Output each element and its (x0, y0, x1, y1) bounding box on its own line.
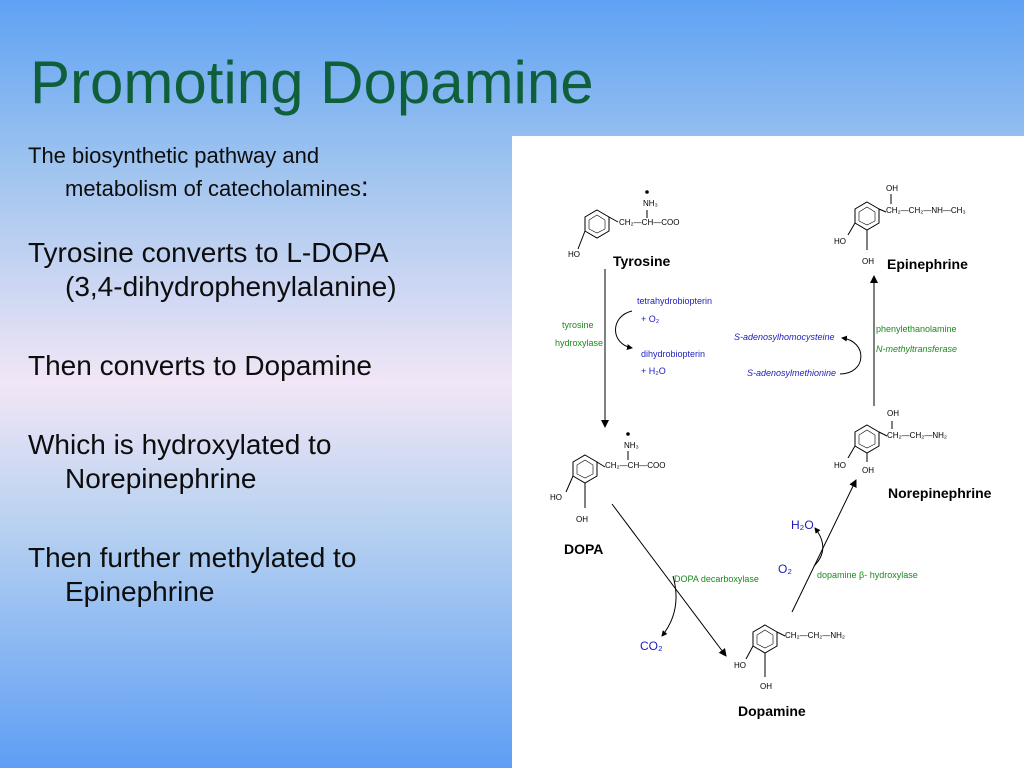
bullet-line-2: Epinephrine (65, 576, 215, 607)
cofactor-curve-arrow (616, 311, 633, 348)
intro-colon: : (360, 171, 369, 202)
enzyme-tyrosine-hydroxylase-line1: tyrosine (562, 320, 594, 330)
intro-line-1: The biosynthetic pathway and (28, 143, 320, 168)
cofactor-o2: O₂ (778, 562, 792, 576)
cofactor-bh2-line1: dihydrobiopterin (641, 349, 706, 359)
dopa-nh3-label: NH₃ (624, 441, 639, 450)
epinephrine-structure (834, 184, 968, 272)
bullet-list (28, 140, 498, 654)
cofactor-h2o: H₂O (791, 518, 814, 532)
enzyme-pnmt-line2: N-methyltransferase (876, 344, 958, 354)
epinephrine-oh-label: OH (862, 257, 874, 266)
dopa-name: DOPA (564, 541, 604, 557)
co2-release-arrow (662, 576, 676, 636)
bullet-dopamine (28, 349, 498, 383)
dopa-oh-label: OH (576, 515, 588, 524)
tyrosine-chain-label: CH₂—CH—COO (619, 218, 680, 227)
slide-title: Promoting Dopamine (30, 49, 594, 116)
intro-line-2: metabolism of catecholamines: (65, 171, 369, 202)
cofactor-bh2-line2: + H₂O (641, 366, 666, 376)
dopamine-structure (734, 625, 845, 719)
sam-sah-curve-arrow (840, 338, 861, 374)
bullet-line-1: Then further methylated to (28, 542, 357, 573)
dopamine-name: Dopamine (738, 703, 806, 719)
bullet-line-1: Which is hydroxylated to (28, 429, 332, 460)
norepinephrine-structure (834, 409, 992, 501)
intro-text (28, 140, 498, 204)
enzyme-dopa-decarboxylase: DOPA decarboxylase (674, 574, 759, 584)
catecholamine-pathway-diagram (512, 136, 1024, 768)
bullet-tyrosine (28, 236, 498, 304)
bullet-line-2: Norepinephrine (65, 463, 257, 494)
dopa-structure (550, 432, 665, 557)
dopamine-chain-label: CH₂—CH₂—NH₂ (785, 631, 845, 640)
epinephrine-oh-top-label: OH (886, 184, 898, 193)
enzyme-tyrosine-hydroxylase-line2: hydroxylase (555, 338, 604, 348)
norepinephrine-name: Norepinephrine (888, 485, 992, 501)
norepinephrine-oh-top-label: OH (887, 409, 899, 418)
epinephrine-chain-label: CH₂—CH₂—NH—CH₃ (886, 206, 966, 215)
epinephrine-ho-label: HO (834, 237, 846, 246)
tyrosine-structure (568, 190, 679, 269)
bullet-line-1: Tyrosine converts to L-DOPA (28, 237, 389, 268)
cofactor-sam: S-adenosylmethionine (747, 368, 837, 378)
epinephrine-name: Epinephrine (887, 256, 968, 272)
tyrosine-ho-label: HO (568, 250, 580, 259)
dopa-ho-label: HO (550, 493, 562, 502)
enzyme-pnmt-line1: phenylethanolamine (876, 324, 957, 334)
tyrosine-name: Tyrosine (613, 253, 671, 269)
dopamine-ho-label: HO (734, 661, 746, 670)
tyrosine-nh3-label: NH₃ (643, 199, 658, 208)
bullet-line-2: (3,4-dihydrophenylalanine) (65, 271, 397, 302)
norepinephrine-oh-label: OH (862, 466, 874, 475)
dopamine-oh-label: OH (760, 682, 772, 691)
norepinephrine-chain-label: CH₂—CH₂—NH₂ (887, 431, 947, 440)
bullet-line-1: Then converts to Dopamine (28, 350, 372, 381)
cofactor-sah: S-adenosylhomocysteine (734, 332, 835, 342)
cofactor-co2: CO₂ (640, 639, 663, 653)
cofactor-bh4-line1: tetrahydrobiopterin (637, 296, 713, 306)
arrow-dopamine-to-norepinephrine (792, 480, 856, 612)
bullet-epinephrine (28, 541, 498, 609)
o2-h2o-curve-arrow (814, 528, 823, 566)
dopa-chain-label: CH₂—CH—COO (605, 461, 666, 470)
enzyme-dopamine-hydroxylase: dopamine β- hydroxylase (817, 570, 918, 580)
bullet-norepinephrine (28, 428, 498, 496)
cofactor-bh4-line2: + O₂ (641, 314, 660, 324)
norepinephrine-ho-label: HO (834, 461, 846, 470)
